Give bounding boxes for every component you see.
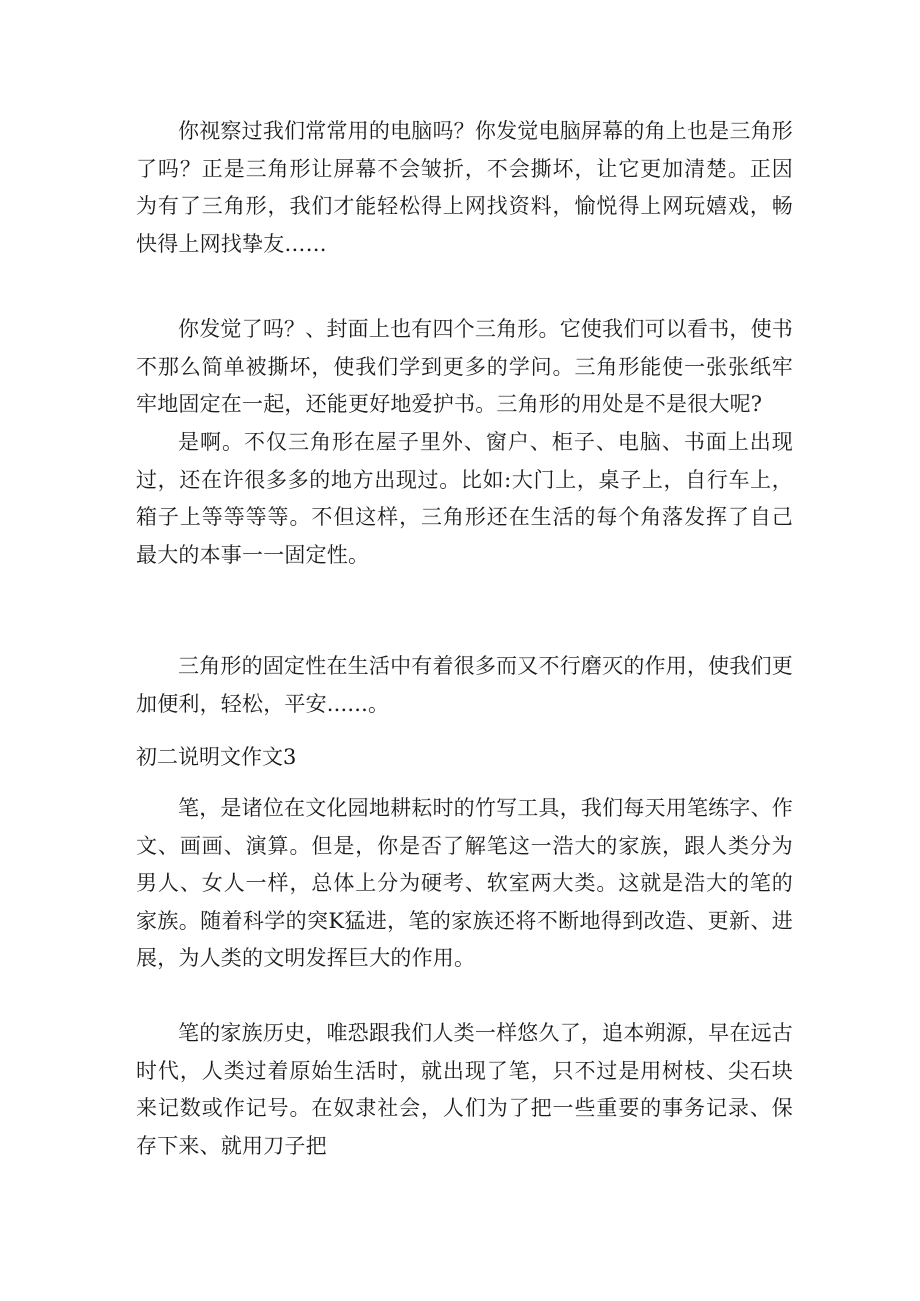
paragraph-pen-history: 笔的家族历史，唯恐跟我们人类一样悠久了，追本朔源，早在远古时代，人类过着原始生活时，就出现了笔，只不过是用树枝、尖石块来记数或作记号。在奴隶社会，人们为了把一些重要的事务记录、保存下来、就用刀子把 [136, 1021, 793, 1158]
paragraph-pen-family: 笔，是诸位在文化园地耕耘时的竹写工具，我们每天用笔练字、作文、画画、演算。但是，你是否了解笔这一浩大的家族，跟人类分为男人、女人一样，总体上分为硬考、软室两大类。这就是浩大的笔的家族。随着科学的突K猛进，笔的家族还将不断地得到改造、更新、进展，为人类的文明发挥巨大的作用。 [136, 796, 793, 970]
paragraph-stability: 三角形的固定性在生活中有着很多而又不行磨灭的作用，使我们更加便利，轻松，平安......。 [136, 654, 793, 716]
paragraph-computer-screen: 你视察过我们常常用的电脑吗？你发觉电脑屏幕的角上也是三角形了吗？正是三角形让屏幕不会皱折，不会撕坏，让它更加清楚。正因为有了三角形，我们才能轻松得上网找资料，愉悦得上网玩嬉戏，畅快得上网找挚友…… [136, 119, 793, 256]
section-heading: 初二说明文作文3 [136, 745, 297, 769]
paragraph-everywhere: 是啊。不仅三角形在屋子里外、窗户、柜子、电脑、书面上出现过，还在许很多多的地方出现过。比如:大门上，桌子上，自行车上，箱子上等等等等。不但这样，三角形还在生活的每个角落发挥了自己最大的本事一一固定性。 [136, 430, 793, 567]
paragraph-book-cover: 你发觉了吗？、封面上也有四个三角形。它使我们可以看书，使书不那么简单被撕坏，使我们学到更多的学问。三角形能使一张张纸牢牢地固定在一起，还能更好地爱护书。三角形的用处是不是很大呢? [136, 317, 793, 416]
